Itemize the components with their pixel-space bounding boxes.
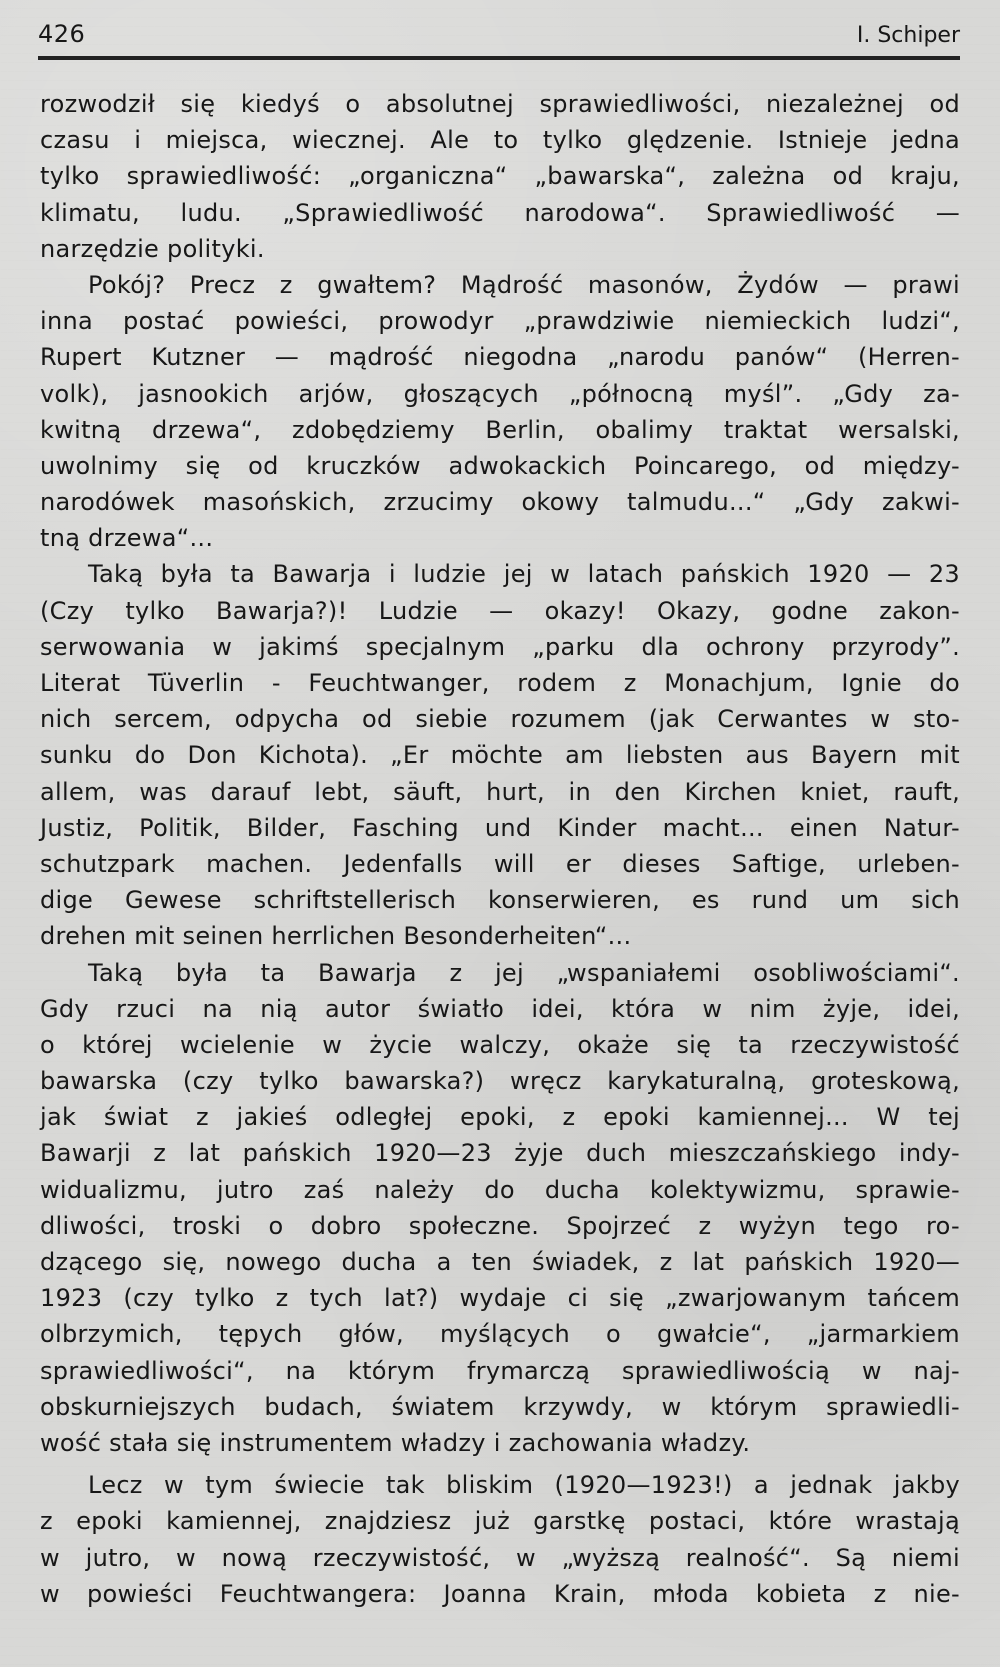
text-line: dliwości, troski o dobro społeczne. Spojrzeć z wyżyn tego ro- [40, 1211, 960, 1240]
text-line: narzędzie polityki. [40, 234, 265, 263]
running-head: I. Schiper [856, 23, 960, 48]
text-line: jak świat z jakieś odległej epoki, z epoki kamiennej... W tej [40, 1103, 960, 1132]
text-line: dige Gewese schriftstellerisch konserwieren, es rund um sich [40, 886, 960, 915]
text-line: Bawarji z lat pańskich 1920—23 żyje duch mieszczańskiego indy- [40, 1139, 960, 1168]
text-line: volk), jasnookich arjów, głoszących „północną myśl”. „Gdy za- [40, 379, 960, 408]
paragraph [40, 1467, 960, 1612]
text-line: kwitną drzewa“, zdobędziemy Berlin, obalimy traktat wersalski, [40, 415, 960, 444]
text-line: rozwodził się kiedyś o absolutnej sprawiedliwości, niezależnej od [40, 90, 960, 118]
text-line: olbrzymich, tępych głów, myślących o gwałcie“, „jarmarkiem [40, 1320, 960, 1349]
text-line: drehen mit seinen herrlichen Besonderheiten“... [40, 922, 632, 951]
text-line: klimatu, ludu. „Sprawiedliwość narodowa“. Sprawiedliwość — [40, 198, 960, 227]
text-line: w powieści Feuchtwangera: Joanna Krain, młoda kobieta z nie- [40, 1579, 960, 1608]
text-line: tylko sprawiedliwość: „organiczna“ „bawarska“, zależna od kraju, [40, 162, 960, 191]
page-number: 426 [38, 20, 86, 48]
text-line: Rupert Kutzner — mądrość niegodna „narodu panów“ (Herren- [40, 343, 960, 372]
paragraph [40, 267, 960, 557]
text-line: inna postać powieści, prowodyr „prawdziwie niemieckich ludzi“, [40, 307, 960, 336]
paragraph [40, 556, 960, 954]
text-line: wość stała się instrumentem władzy i zachowania władzy. [40, 1428, 751, 1457]
text-line: Justiz, Politik, Bilder, Fasching und Kinder macht... einen Natur- [40, 813, 960, 842]
text-line: Gdy rzuci na nią autor światło idei, która w nim żyje, idei, [40, 994, 960, 1023]
text-line: (Czy tylko Bawarja?)! Ludzie — okazy! Okazy, godne zakon- [40, 596, 960, 625]
text-line: z epoki kamiennej, znajdziesz już garstkę postaci, które wrastają [40, 1507, 960, 1536]
text-line: Lecz w tym świecie tak bliskim (1920—1923!) a jednak jakby [88, 1471, 960, 1500]
text-line: nich sercem, odpycha od siebie rozumem (jak Cerwantes w sto- [40, 705, 960, 734]
text-line: Literat Tüverlin - Feuchtwanger, rodem z Monachjum, Ignie do [40, 669, 960, 697]
text-line: uwolnimy się od kruczków adwokackich Poincarego, od między- [40, 451, 960, 480]
text-line: czasu i miejsca, wiecznej. Ale to tylko ględzenie. Istnieje jedna [40, 126, 960, 155]
paragraph [40, 86, 960, 267]
text-line: sunku do Don Kichota). „Er möchte am liebsten aus Bayern mit [40, 741, 960, 770]
text-line: allem, was darauf lebt, säuft, hurt, in den Kirchen kniet, rauft, [40, 777, 960, 806]
text-line: w jutro, w nową rzeczywistość, w „wyższą realność“. Są niemi [40, 1543, 960, 1572]
text-line: Pokój? Precz z gwałtem? Mądrość masonów, Żydów — prawi [88, 270, 960, 299]
body-text [40, 86, 960, 1612]
header-rule [38, 56, 960, 60]
text-line: widualizmu, jutro zaś należy do ducha kolektywizmu, sprawie- [40, 1175, 960, 1204]
text-line: dzącego się, nowego ducha a ten świadek, z lat pańskich 1920— [40, 1248, 960, 1276]
text-line: serwowania w jakimś specjalnym „parku dla ochrony przyrody”. [40, 632, 960, 661]
text-line: Taką była ta Bawarja i ludzie jej w latach pańskich 1920 — 23 [88, 560, 960, 589]
text-line: narodówek masońskich, zrzucimy okowy talmudu...“ „Gdy zakwi- [40, 488, 960, 517]
text-line: sprawiedliwości“, na którym frymarczą sprawiedliwością w naj- [40, 1356, 960, 1385]
text-line: tną drzewa“... [40, 524, 214, 553]
text-line: obskurniejszych budach, światem krzywdy, w którym sprawiedli- [40, 1392, 960, 1421]
text-line: schutzpark machen. Jedenfalls will er dieses Saftige, urleben- [40, 849, 960, 878]
page-header [38, 18, 960, 62]
text-line: o której wcielenie w życie walczy, okaże się ta rzeczywistość [40, 1030, 960, 1059]
paragraph [40, 955, 960, 1462]
text-line: bawarska (czy tylko bawarska?) wręcz karykaturalną, groteskową, [40, 1067, 960, 1096]
text-line: 1923 (czy tylko z tych lat?) wydaje ci się „zwarjowanym tańcem [40, 1284, 960, 1313]
text-line: Taką była ta Bawarja z jej „wspaniałemi osobliwościami“. [88, 958, 960, 987]
